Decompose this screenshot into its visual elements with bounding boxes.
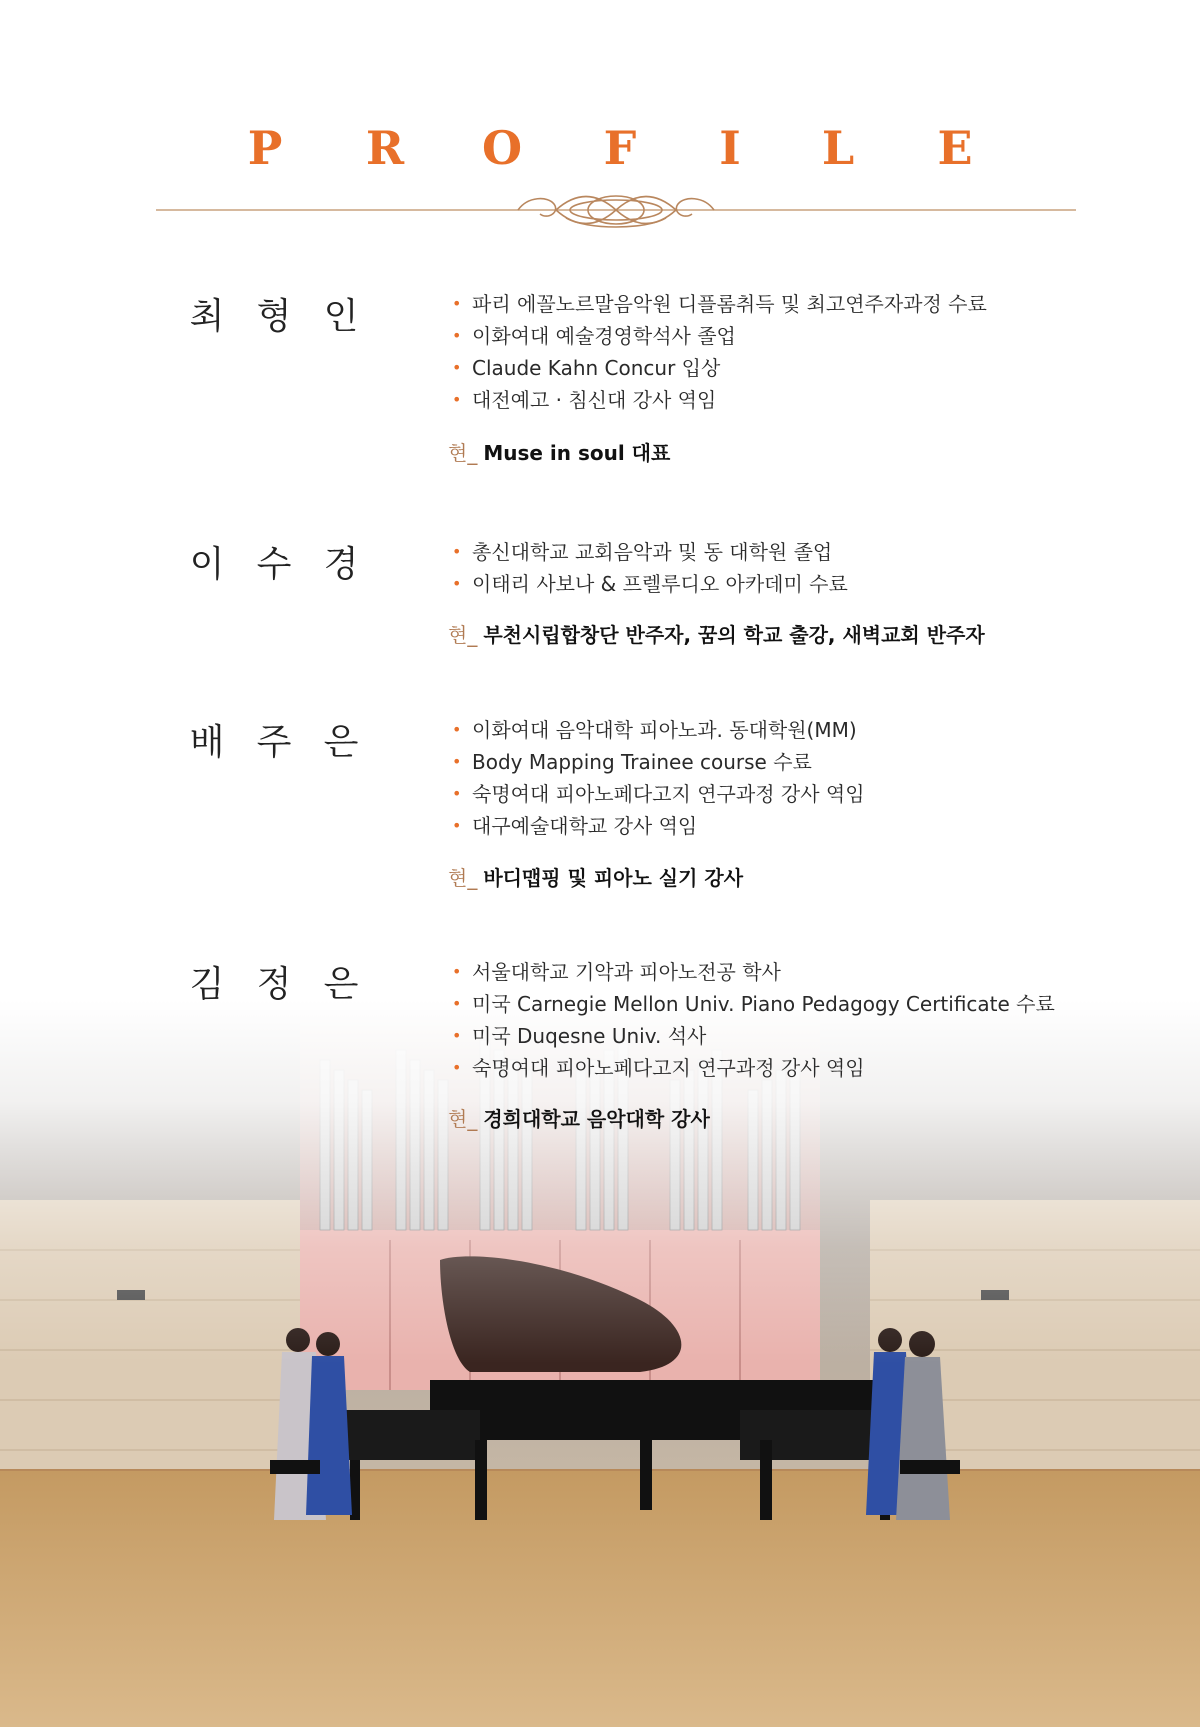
profile-name (180, 540, 370, 590)
current-position: 현_ 바디맵핑 및 피아노 실기 강사 (448, 866, 744, 890)
list-item: • 미국 Duqesne Univ. 석사 (450, 1020, 1090, 1052)
career-list (450, 536, 1090, 600)
list-item: • 파리 에꼴노르말음악원 디플롬취득 및 최고연주자과정 수료 (450, 288, 1090, 320)
current-position: 현_ 경희대학교 음악대학 강사 (448, 1107, 710, 1131)
bullet-icon: • (452, 1058, 462, 1077)
bullet-icon: • (452, 994, 462, 1013)
name-char: 정 (256, 964, 292, 1005)
list-item: • Body Mapping Trainee course 수료 (450, 746, 1090, 778)
title-letter: R (365, 121, 405, 175)
list-item: • 숙명여대 피아노페다고지 연구과정 강사 역임 (450, 778, 1090, 810)
name-char: 은 (323, 722, 359, 763)
name-char: 형 (256, 296, 292, 337)
career-list (450, 714, 1090, 842)
title-letter: P (247, 121, 283, 175)
career-list (450, 288, 1090, 416)
list-item: • Claude Kahn Concur 입상 (450, 352, 1090, 384)
career-list (450, 956, 1090, 1084)
flourish-divider-icon (156, 188, 1076, 236)
list-item: • 서울대학교 기악과 피아노전공 학사 (450, 956, 1090, 988)
title-letter: E (937, 121, 973, 175)
name-char: 경 (323, 544, 359, 585)
bullet-icon: • (452, 294, 462, 313)
bullet-icon: • (452, 542, 462, 561)
name-char: 이 (189, 544, 225, 585)
list-item: • 대전예고 · 침신대 강사 역임 (450, 384, 1090, 416)
profile-name (180, 718, 370, 768)
list-item: • 이태리 사보나 & 프렐루디오 아카데미 수료 (450, 568, 1090, 600)
title-letter: O (481, 121, 523, 175)
bullet-icon: • (452, 720, 462, 739)
name-char: 최 (189, 296, 225, 337)
name-char: 수 (256, 544, 292, 585)
list-item: • 미국 Carnegie Mellon Univ. Piano Pedagogy Certificate 수료 (450, 988, 1090, 1020)
bullet-icon: • (452, 358, 462, 377)
current-position: 현_ Muse in soul 대표 (448, 441, 671, 465)
name-char: 배 (189, 722, 225, 763)
name-char: 인 (323, 296, 359, 337)
bullet-icon: • (452, 1026, 462, 1045)
title-letter: L (821, 121, 855, 175)
bullet-icon: • (452, 962, 462, 981)
name-char: 주 (256, 722, 292, 763)
title-letter: I (719, 121, 741, 175)
page-title (0, 118, 1200, 178)
list-item: • 총신대학교 교회음악과 및 동 대학원 졸업 (450, 536, 1090, 568)
name-char: 은 (323, 964, 359, 1005)
list-item: • 대구예술대학교 강사 역임 (450, 810, 1090, 842)
profile-name (180, 292, 370, 342)
bullet-icon: • (452, 326, 462, 345)
profile-name (180, 960, 370, 1010)
bullet-icon: • (452, 784, 462, 803)
list-item: • 이화여대 예술경영학석사 졸업 (450, 320, 1090, 352)
bullet-icon: • (452, 816, 462, 835)
bullet-icon: • (452, 752, 462, 771)
title-letter: F (603, 121, 637, 175)
bullet-icon: • (452, 574, 462, 593)
current-position: 현_ 부천시립합창단 반주자, 꿈의 학교 출강, 새벽교회 반주자 (448, 623, 985, 647)
name-char: 김 (189, 964, 225, 1005)
bullet-icon: • (452, 390, 462, 409)
list-item: • 이화여대 음악대학 피아노과. 동대학원(MM) (450, 714, 1090, 746)
list-item: • 숙명여대 피아노페다고지 연구과정 강사 역임 (450, 1052, 1090, 1084)
